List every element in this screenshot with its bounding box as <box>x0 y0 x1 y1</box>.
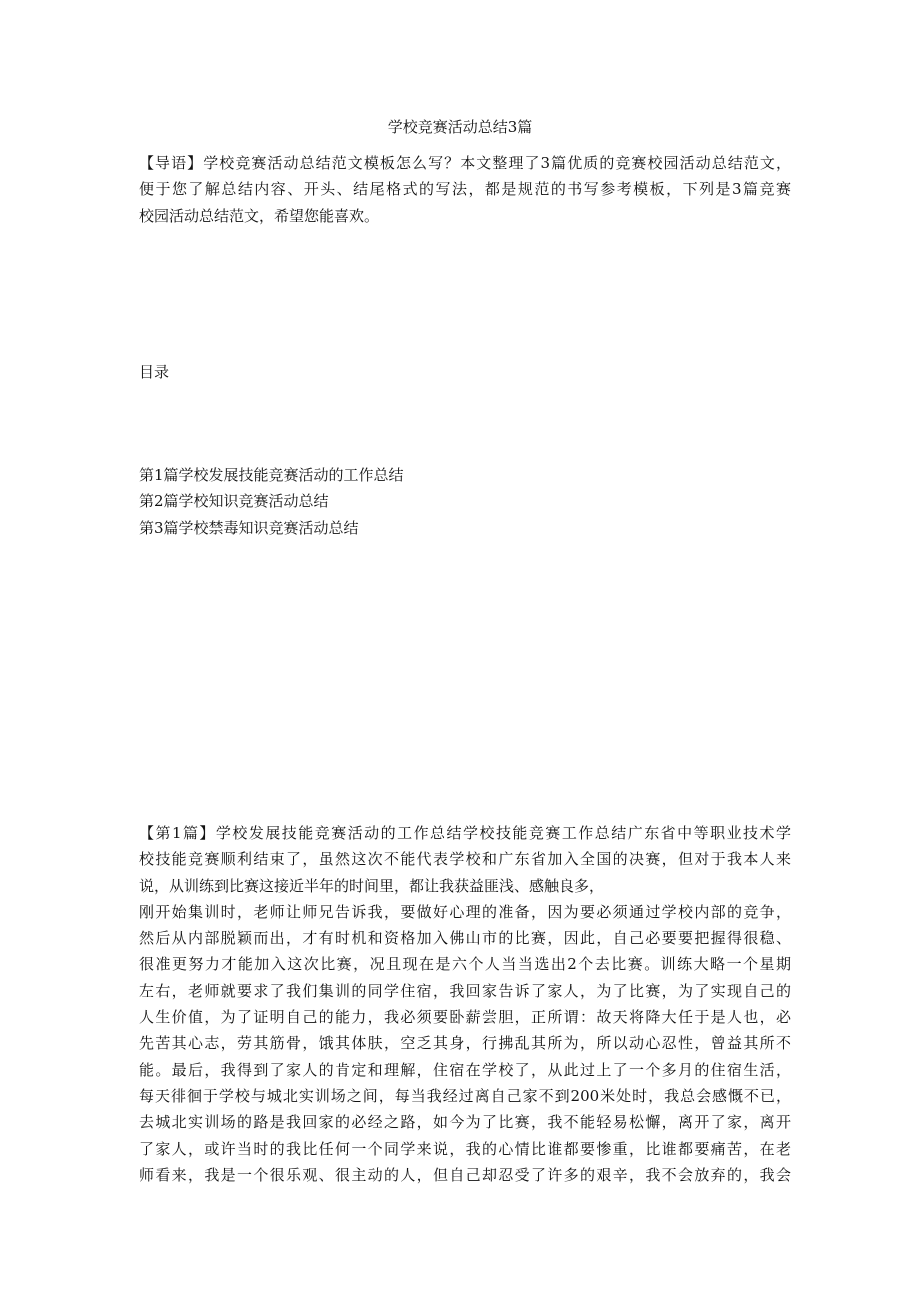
text-line: 【第1篇】学校发展技能竞赛活动的工作总结学校技能竞赛工作总结广东省中等职业技术学 <box>139 824 791 842</box>
text-line: 人生价值，为了证明自己的能力，我必须要卧薪尝胆，正所谓：故天将降大任于是人也，必 <box>139 1008 791 1027</box>
text-line: 去城北实训场的路是我回家的必经之路，如今为了比赛，我不能轻易松懈，离开了家，离开 <box>139 1113 791 1132</box>
table-of-contents <box>139 462 791 541</box>
text-line: 校技能竞赛顺利结束了，虽然这次不能代表学校和广东省加入全国的决赛，但对于我本人来 <box>139 850 791 869</box>
toc-item[interactable]: 第2篇学校知识竞赛活动总结 <box>139 492 329 511</box>
text-line: 校园活动总结范文，希望您能喜欢。 <box>139 206 380 225</box>
toc-item[interactable]: 第3篇学校禁毒知识竞赛活动总结 <box>139 518 359 537</box>
text-line: 说，从训练到比赛这接近半年的时间里，都让我获益匪浅、感触良多， <box>139 876 605 895</box>
text-line: 很准更努力才能加入这次比赛，况且现在是六个人当当选出2个去比赛。训练大略一个星期 <box>139 955 791 974</box>
text-line: 然后从内部脱颖而出，才有时机和资格加入佛山市的比赛，因此，自己必要要把握得很稳、 <box>139 929 791 948</box>
text-line: 师看来，我是一个很乐观、很主动的人，但自己却忍受了许多的艰辛，我不会放弃的，我会 <box>139 1165 791 1184</box>
text-line: 能。最后，我得到了家人的肯定和理解，住宿在学校了，从此过上了一个多月的住宿生活， <box>139 1060 791 1079</box>
text-line: 先苦其心志，劳其筋骨，饿其体肤，空乏其身，行拂乱其所为，所以动心忍性，曾益其所不 <box>139 1034 791 1053</box>
text-line: 便于您了解总结内容、开头、结尾格式的写法，都是规范的书写参考模板，下列是3篇竞赛 <box>139 180 791 199</box>
text-line: 每天徘徊于学校与城北实训场之间，每当我经过离自己家不到200米处时，我总会感慨不已， <box>139 1086 791 1105</box>
toc-heading-text: 目录 <box>139 363 170 381</box>
text-line: 刚开始集训时，老师让师兄告诉我，要做好心理的准备，因为要必须通过学校内部的竞争， <box>139 902 791 921</box>
section-1-body <box>139 820 791 1188</box>
toc-heading <box>139 359 791 385</box>
text-line: 左右，老师就要求了我们集训的同学住宿，我回家告诉了家人，为了比赛，为了实现自己的 <box>139 981 791 1000</box>
text-line: 【导语】学校竞赛活动总结范文模板怎么写？本文整理了3篇优质的竞赛校园活动总结范文， <box>139 154 791 172</box>
text-line: 了家人，或许当时的我比任何一个同学来说，我的心情比谁都要惨重，比谁都要痛苦，在老 <box>139 1139 791 1158</box>
intro-paragraph <box>139 150 791 229</box>
document-title: 学校竞赛活动总结3篇 <box>387 118 533 136</box>
toc-item[interactable]: 第1篇学校发展技能竞赛活动的工作总结 <box>139 466 404 484</box>
